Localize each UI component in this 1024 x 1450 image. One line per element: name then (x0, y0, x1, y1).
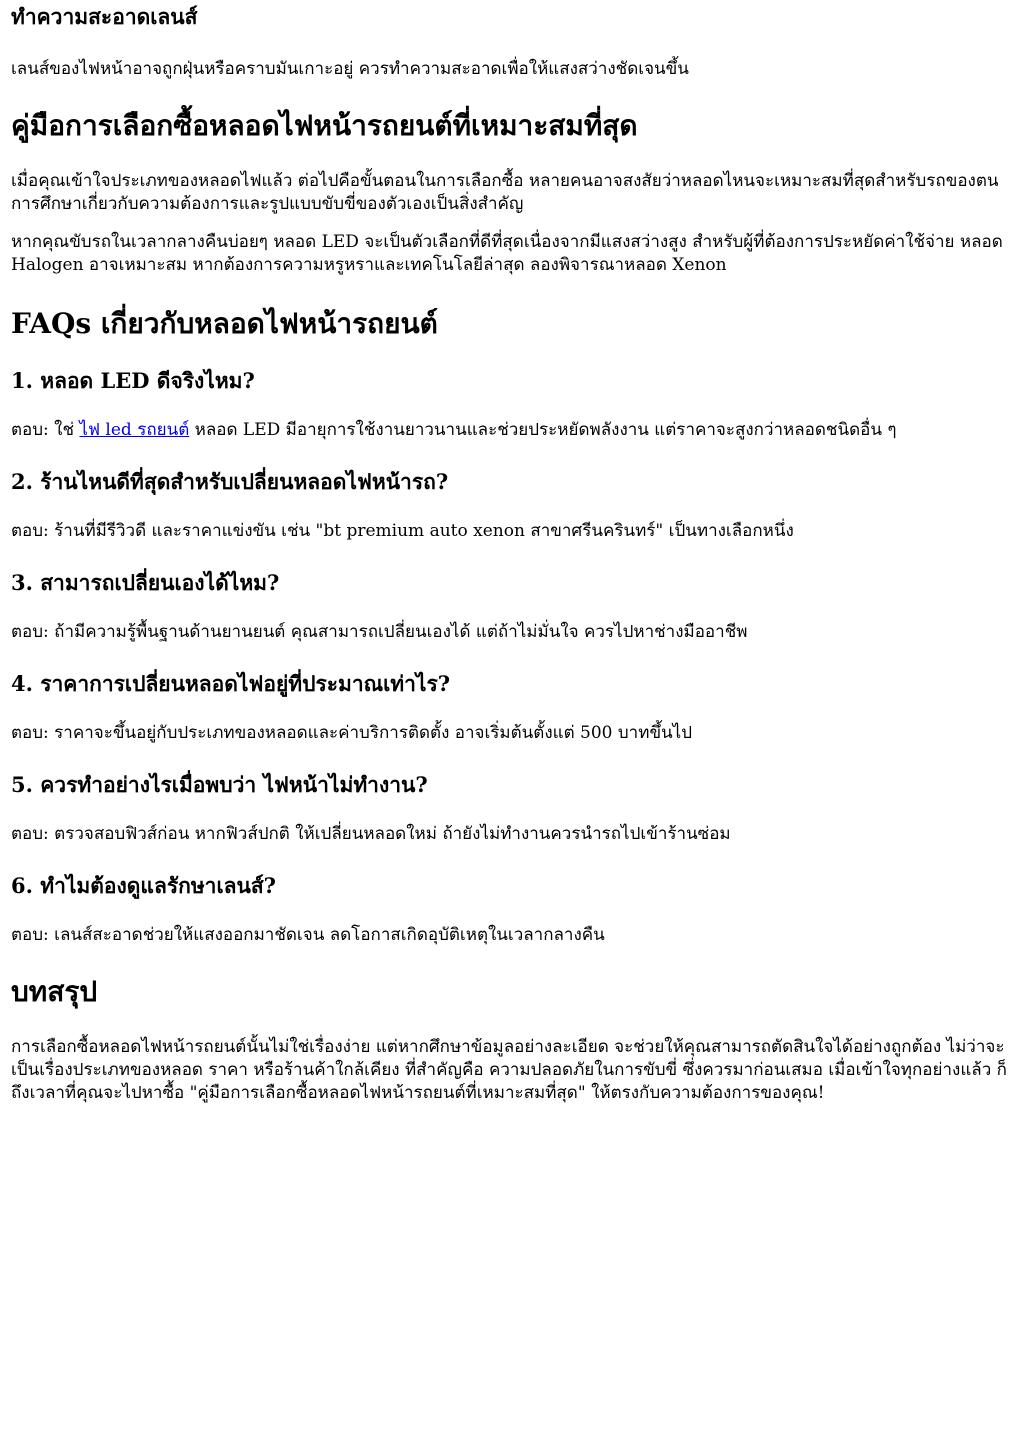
guide-paragraph-1: เมื่อคุณเข้าใจประเภทของหลอดไฟแล้ว ต่อไปคือขั้นตอนในการเลือกซื้อ หลายคนอาจสงสัยว่าหลอดไหนจะเหมาะสมที่สุดสำหรับรถของตน การศึกษาเกี่ยวกับความต้องการและรูปแบบขับขี่ของตัวเองเป็นสิ่งสำคัญ (11, 171, 999, 214)
faq-question-2: 2. ร้านไหนดีที่สุดสำหรับเปลี่ยนหลอดไฟหน้ารถ? (11, 469, 449, 494)
guide-heading: คู่มือการเลือกซื้อหลอดไฟหน้ารถยนต์ที่เหมาะสมที่สุด (11, 109, 638, 142)
conclusion-paragraph: การเลือกซื้อหลอดไฟหน้ารถยนต์นั้นไม่ใช่เรื่องง่าย แต่หากศึกษาข้อมูลอย่างละเอียด จะช่วยให้คุณสามารถตัดสินใจได้อย่างถูกต้อง ไม่ว่าจะเป็นเรื่องประเภทของหลอด ราคา หรือร้านค้าใกล้เคียง ที่สำคัญคือ ความปลอดภัยในการขับขี่ ซึ่งควรมาก่อนเสมอ เมื่อเข้าใจทุกอย่างแล้ว ก็ถึงเวลาที่คุณจะไปหาซื้อ "คู่มือการเลือกซื้อหลอดไฟหน้ารถยนต์ที่เหมาะสมที่สุด" ให้ตรงกับความต้องการของคุณ! (11, 1037, 1007, 1103)
faq-question-6: 6. ทำไมต้องดูแลรักษาเลนส์? (11, 873, 276, 898)
guide-paragraph-2: หากคุณขับรถในเวลากลางคืนบ่อยๆ หลอด LED จะเป็นตัวเลือกที่ดีที่สุดเนื่องจากมีแสงสว่างสูง สำหรับผู้ที่ต้องการประหยัดค่าใช้จ่าย หลอด Halogen อาจเหมาะสม หากต้องการความหรูหราและเทคโนโลยีล่าสุด ลองพิจารณาหลอด Xenon (11, 232, 1003, 275)
faq-question-3: 3. สามารถเปลี่ยนเองได้ไหม? (11, 570, 280, 595)
faq-answer-1-suffix: หลอด LED มีอายุการใช้งานยาวนานและช่วยประหยัดพลังงาน แต่ราคาจะสูงกว่าหลอดชนิดอื่น ๆ (189, 420, 897, 440)
faq-answer-1 (11, 419, 1012, 442)
faq-answer-1-prefix: ตอบ: ใช่ (11, 420, 80, 440)
faq-answer-5: ตอบ: ตรวจสอบฟิวส์ก่อน หากฟิวส์ปกติ ให้เปลี่ยนหลอดใหม่ ถ้ายังไม่ทำงานควรนำรถไปเข้าร้านซ่อม (11, 824, 731, 844)
faq-question-1: 1. หลอด LED ดีจริงไหม? (11, 368, 255, 393)
faq-answer-6: ตอบ: เลนส์สะอาดช่วยให้แสงออกมาชัดเจน ลดโอกาสเกิดอุบัติเหตุในเวลากลางคืน (11, 925, 605, 945)
faq-answer-4: ตอบ: ราคาจะขึ้นอยู่กับประเภทของหลอดและค่าบริการติดตั้ง อาจเริ่มต้นตั้งแต่ 500 บาทขึ้นไป (11, 723, 693, 743)
faq-question-4: 4. ราคาการเปลี่ยนหลอดไฟอยู่ที่ประมาณเท่าไร? (11, 671, 451, 696)
faq-question-5: 5. ควรทำอย่างไรเมื่อพบว่า ไฟหน้าไม่ทำงาน? (11, 772, 428, 797)
led-car-light-link[interactable]: ไฟ led รถยนต์ (79, 420, 190, 440)
lens-heading: ทำความสะอาดเลนส์ (11, 4, 198, 29)
faq-answer-2: ตอบ: ร้านที่มีรีวิวดี และราคาแข่งขัน เช่น "bt premium auto xenon สาขาศรีนครินทร์" เป็นทางเลือกหนึ่ง (11, 521, 794, 541)
conclusion-heading: บทสรุป (11, 975, 98, 1008)
article-page (0, 2, 1024, 1105)
lens-paragraph: เลนส์ของไฟหน้าอาจถูกฝุ่นหรือคราบมันเกาะอยู่ ควรทำความสะอาดเพื่อให้แสงสว่างชัดเจนขึ้น (11, 59, 689, 79)
faq-answer-3: ตอบ: ถ้ามีความรู้พื้นฐานด้านยานยนต์ คุณสามารถเปลี่ยนเองได้ แต่ถ้าไม่มั่นใจ ควรไปหาช่างมืออาชีพ (11, 622, 748, 642)
faq-heading: FAQs เกี่ยวกับหลอดไฟหน้ารถยนต์ (11, 307, 438, 340)
